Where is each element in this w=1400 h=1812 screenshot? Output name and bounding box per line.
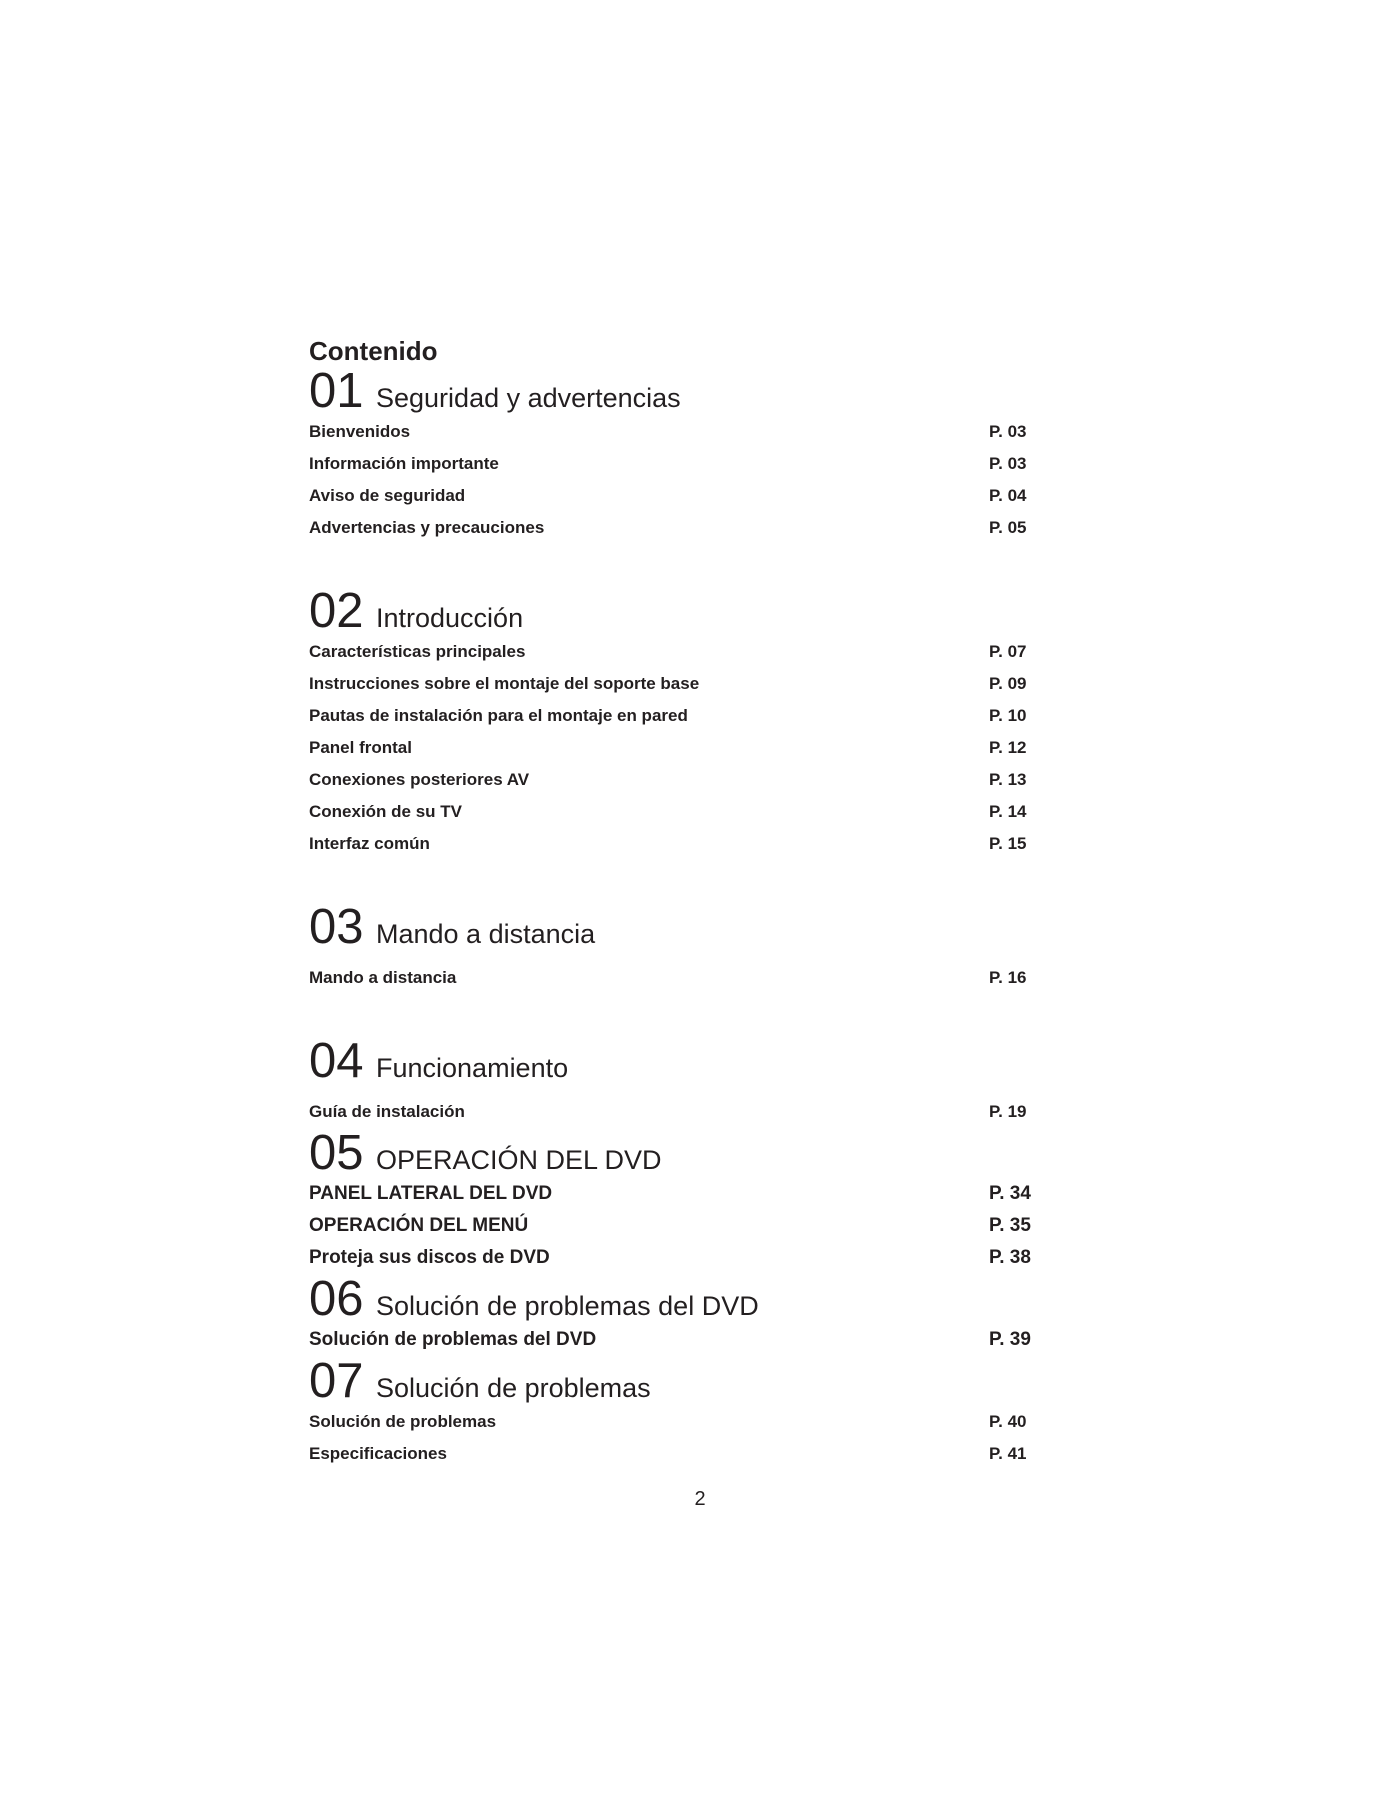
toc-entry bbox=[309, 480, 1029, 512]
section-title: Seguridad y advertencias bbox=[376, 383, 681, 413]
toc-entry bbox=[309, 732, 1029, 764]
section-heading bbox=[309, 1036, 1029, 1086]
section-title: OPERACIÓN DEL DVD bbox=[376, 1145, 662, 1175]
section-number: 02 bbox=[309, 584, 364, 638]
toc-entry-page: P. 41 bbox=[989, 1444, 1027, 1463]
toc-entry-page: P. 16 bbox=[989, 968, 1027, 987]
toc-entry-page: P. 04 bbox=[989, 486, 1027, 505]
page-number: 2 bbox=[694, 1488, 706, 1510]
toc-entry-label: Características principales bbox=[309, 642, 526, 661]
toc-title: Contenido bbox=[309, 336, 438, 366]
toc-entry-label: Información importante bbox=[309, 454, 499, 473]
toc-entry bbox=[309, 700, 1029, 732]
toc-entry-page: P. 34 bbox=[989, 1183, 1031, 1204]
toc-entry-page: P. 35 bbox=[989, 1215, 1031, 1236]
toc-entry bbox=[309, 1242, 1029, 1274]
section-heading bbox=[309, 1274, 1029, 1324]
section-title: Funcionamiento bbox=[376, 1053, 569, 1083]
toc-entry-page: P. 07 bbox=[989, 642, 1027, 661]
toc-entry bbox=[309, 828, 1029, 860]
toc-section-02 bbox=[309, 586, 1029, 860]
section-heading bbox=[309, 902, 1029, 952]
toc-entry-label: Aviso de seguridad bbox=[309, 486, 466, 505]
toc-entry-page: P. 14 bbox=[989, 802, 1027, 821]
toc-entry-label: Solución de problemas bbox=[309, 1412, 497, 1431]
toc-entry-label: Especificaciones bbox=[309, 1444, 447, 1463]
toc-entry-page: P. 12 bbox=[989, 738, 1027, 757]
toc-entry-page: P. 03 bbox=[989, 422, 1027, 441]
toc-entry-label: Pautas de instalación para el montaje en pared bbox=[309, 706, 688, 725]
section-heading bbox=[309, 1356, 1029, 1406]
section-heading bbox=[309, 586, 1029, 636]
toc-entry-label: Mando a distancia bbox=[309, 968, 457, 987]
toc-entry bbox=[309, 668, 1029, 700]
toc-entry-page: P. 09 bbox=[989, 674, 1027, 693]
toc-section-04 bbox=[309, 1036, 1029, 1128]
section-number: 07 bbox=[309, 1354, 364, 1408]
section-title: Solución de problemas bbox=[376, 1373, 651, 1403]
toc-entry-page: P. 39 bbox=[989, 1329, 1031, 1350]
toc-entry bbox=[309, 1210, 1029, 1242]
toc-entry-page: P. 19 bbox=[989, 1102, 1027, 1121]
toc-entry bbox=[309, 764, 1029, 796]
section-number: 04 bbox=[309, 1034, 364, 1088]
toc-entry-label: OPERACIÓN DEL MENÚ bbox=[309, 1215, 529, 1236]
toc-section-06 bbox=[309, 1274, 1029, 1356]
toc-entry bbox=[309, 962, 1029, 994]
section-number: 03 bbox=[309, 900, 364, 954]
toc-section-05 bbox=[309, 1128, 1029, 1274]
toc-entry-label: Guía de instalación bbox=[309, 1102, 465, 1121]
toc-entry-page: P. 13 bbox=[989, 770, 1027, 789]
toc-entry-label: Solución de problemas del DVD bbox=[309, 1329, 597, 1350]
toc-entry-page: P. 10 bbox=[989, 706, 1027, 725]
toc-entry-label: Panel frontal bbox=[309, 738, 412, 757]
toc-section-01 bbox=[309, 366, 1029, 544]
section-title: Solución de problemas del DVD bbox=[376, 1291, 759, 1321]
toc-entry-label: Advertencias y precauciones bbox=[309, 518, 545, 537]
section-heading bbox=[309, 1128, 1029, 1178]
toc-entry bbox=[309, 1096, 1029, 1128]
toc-entry-label: PANEL LATERAL DEL DVD bbox=[309, 1183, 553, 1204]
section-title: Mando a distancia bbox=[376, 919, 596, 949]
toc-entry-label: Instrucciones sobre el montaje del soporte base bbox=[309, 674, 700, 693]
table-of-contents bbox=[309, 336, 1029, 1470]
toc-entry-page: P. 40 bbox=[989, 1412, 1027, 1431]
toc-entry-page: P. 15 bbox=[989, 834, 1027, 853]
toc-entry-label: Bienvenidos bbox=[309, 422, 411, 441]
toc-entry-label: Interfaz común bbox=[309, 834, 430, 853]
section-number: 05 bbox=[309, 1126, 364, 1180]
section-heading bbox=[309, 366, 1029, 416]
toc-entry bbox=[309, 1438, 1029, 1470]
toc-entry-page: P. 05 bbox=[989, 518, 1027, 537]
toc-entry-page: P. 38 bbox=[989, 1247, 1031, 1268]
section-number: 01 bbox=[309, 364, 364, 418]
toc-entry bbox=[309, 448, 1029, 480]
toc-entry bbox=[309, 512, 1029, 544]
toc-section-03 bbox=[309, 902, 1029, 994]
toc-entry bbox=[309, 796, 1029, 828]
section-title: Introducción bbox=[376, 603, 524, 633]
section-number: 06 bbox=[309, 1272, 364, 1326]
toc-entry-label: Proteja sus discos de DVD bbox=[309, 1247, 550, 1268]
toc-entry-label: Conexión de su TV bbox=[309, 802, 463, 821]
toc-entry-label: Conexiones posteriores AV bbox=[309, 770, 530, 789]
toc-section-07 bbox=[309, 1356, 1029, 1470]
toc-entry-page: P. 03 bbox=[989, 454, 1027, 473]
toc-entry bbox=[309, 1178, 1029, 1210]
